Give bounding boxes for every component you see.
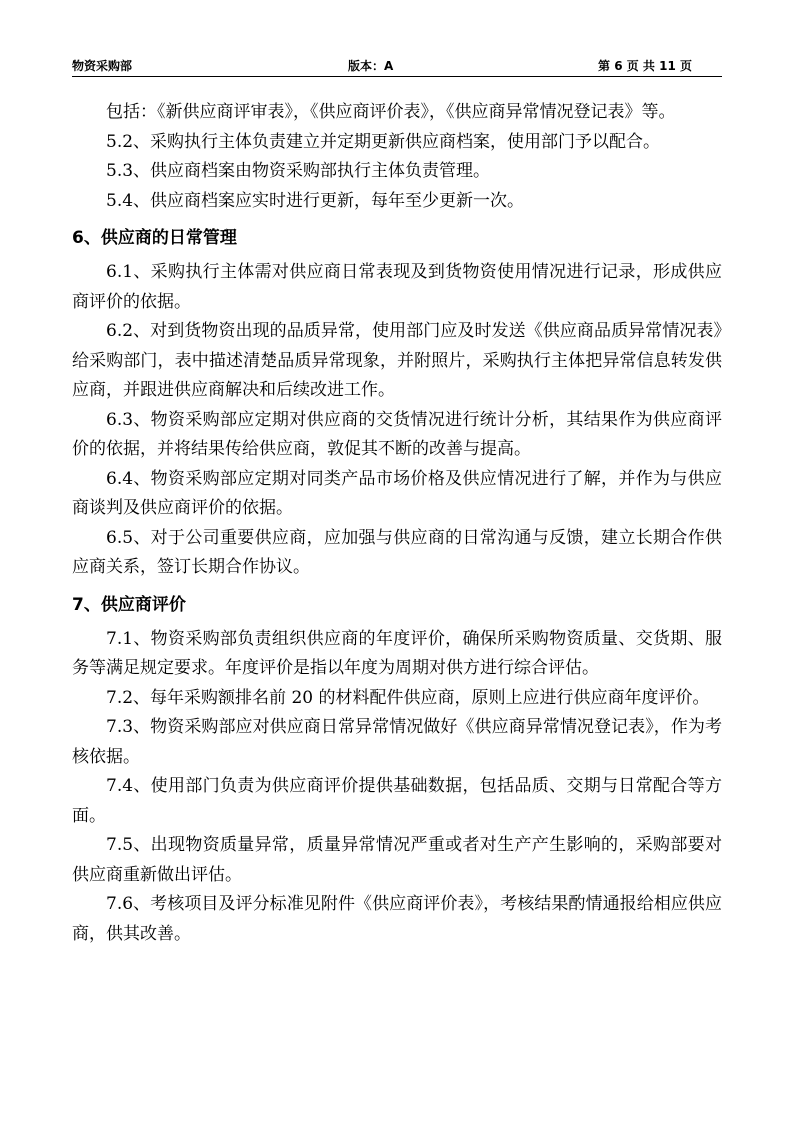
paragraph-5-2: 5.2、采购执行主体负责建立并定期更新供应商档案，使用部门予以配合。	[106, 131, 661, 152]
paragraph-6-4: 6.4、物资采购部应定期对同类产品市场价格及供应情况进行了解，并作为与供应商谈判及供应商评价的依据。	[72, 468, 722, 518]
paragraph-7-6: 7.6、考核项目及评分标准见附件《供应商评价表》，考核结果酌情通报给相应供应商，供其改善。	[72, 894, 722, 944]
paragraph-6-2: 6.2、对到货物资出现的品质异常，使用部门应及时发送《供应商品质异常情况表》给采购部门，表中描述清楚品质异常现象，并附照片，采购执行主体把异常信息转发供应商，并跟进供应商解决和后续改进工作。	[72, 321, 722, 400]
paragraph-7-3: 7.3、物资采购部应对供应商日常异常情况做好《供应商异常情况登记表》，作为考核依据。	[72, 717, 722, 767]
page-header	[72, 58, 722, 77]
paragraph-5-3: 5.3、供应商档案由物资采购部执行主体负责管理。	[106, 161, 491, 181]
section-6-title: 6、供应商的日常管理	[72, 228, 237, 248]
header-version: 版本：A	[348, 59, 394, 73]
paragraph-6-5: 6.5、对于公司重要供应商，应加强与供应商的日常沟通与反馈，建立长期合作供应商关系，签订长期合作协议。	[72, 527, 722, 577]
paragraph-5-4: 5.4、供应商档案应实时进行更新，每年至少更新一次。	[106, 190, 525, 211]
document-body	[72, 98, 722, 949]
paragraph-includes: 包括：《新供应商评审表》，《供应商评价表》，《供应商异常情况登记表》等。	[106, 102, 676, 122]
header-page-info: 第 6 页 共 11 页	[598, 59, 692, 73]
paragraph-6-3: 6.3、物资采购部应定期对供应商的交货情况进行统计分析，其结果作为供应商评价的依据，并将结果传给供应商，敦促其不断的改善与提高。	[72, 409, 722, 459]
paragraph-7-1: 7.1、物资采购部负责组织供应商的年度评价，确保所采购物资质量、交货期、服务等满足规定要求。年度评价是指以年度为周期对供方进行综合评估。	[72, 628, 722, 678]
paragraph-7-2: 7.2、每年采购额排名前 20 的材料配件供应商，原则上应进行供应商年度评价。	[106, 687, 710, 708]
paragraph-6-1: 6.1、采购执行主体需对供应商日常表现及到货物资使用情况进行记录，形成供应商评价的依据。	[72, 262, 722, 312]
paragraph-7-5: 7.5、出现物资质量异常，质量异常情况严重或者对生产产生影响的，采购部要对供应商重新做出评估。	[72, 835, 722, 885]
section-7-title: 7、供应商评价	[72, 594, 186, 615]
paragraph-7-4: 7.4、使用部门负责为供应商评价提供基础数据，包括品质、交期与日常配合等方面。	[72, 776, 722, 826]
header-department: 物资采购部	[72, 59, 133, 73]
